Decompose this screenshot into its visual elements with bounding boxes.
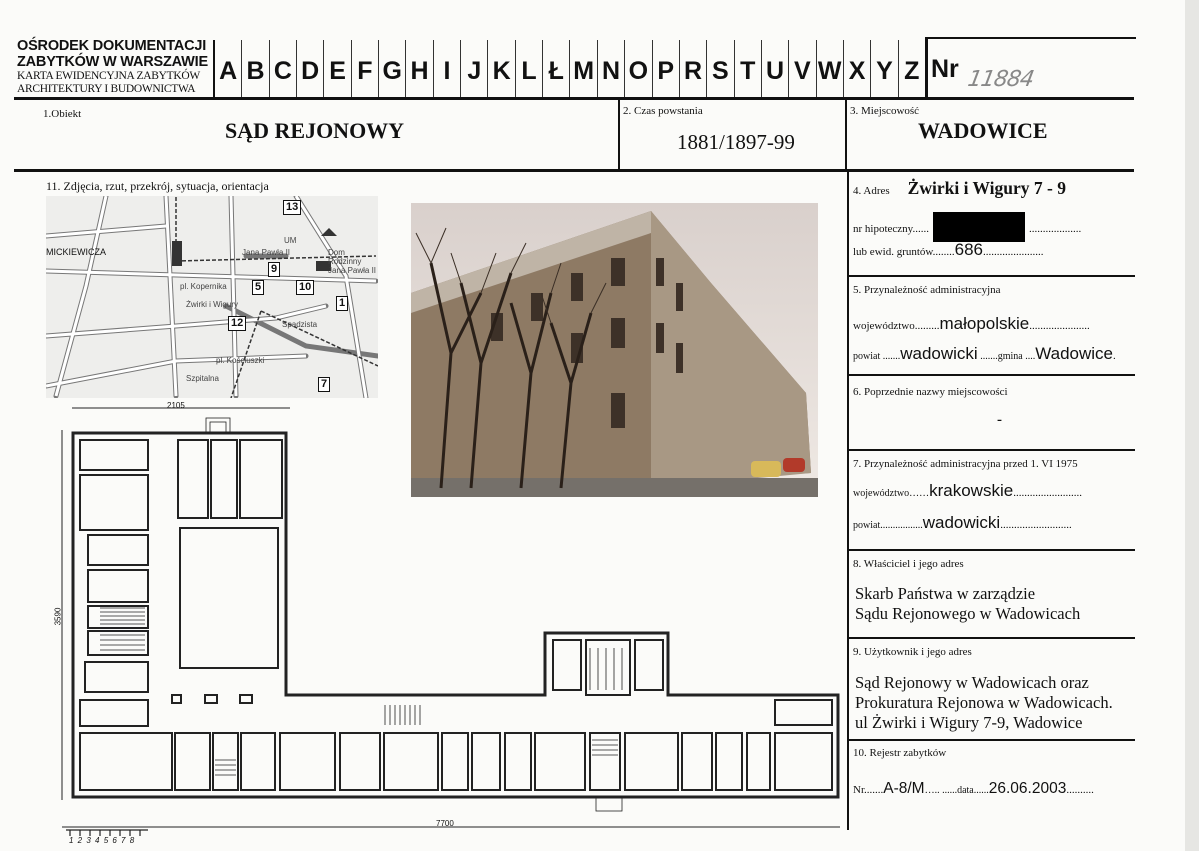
- adres-label: 4. Adres: [853, 185, 890, 197]
- map-street-label: Szpitalna: [186, 374, 219, 383]
- nr-box: [925, 37, 1136, 100]
- hipoteczny-row: [853, 212, 1081, 242]
- map-street-label: pl. Kościuszki: [216, 356, 265, 365]
- wojewodztwo-1975-trail: .........................: [1013, 487, 1082, 499]
- org-name-line1: OŚRODEK DOKUMENTACJI: [17, 38, 207, 54]
- poprzednie-label: 6. Poprzednie nazwy miejscowości: [853, 386, 1008, 398]
- index-letter: W: [816, 40, 843, 98]
- divider: [848, 739, 1135, 741]
- wlasciciel-label: 8. Właściciel i jego adres: [853, 558, 964, 570]
- index-letter: M: [569, 40, 596, 98]
- index-letter: V: [788, 40, 815, 98]
- map-street-label: Jana Pawła II: [242, 248, 291, 257]
- org-name-line2: ZABYTKÓW W WARSZAWIE: [17, 54, 208, 70]
- page-edge: [1185, 0, 1199, 851]
- divider: [848, 449, 1135, 451]
- miejscowosc-value: WADOWICE: [918, 118, 1048, 143]
- czas-label: 2. Czas powstania: [623, 105, 703, 117]
- index-letter: G: [378, 40, 405, 98]
- map-poi-label: Dom Rodzinny Jana Pawła II: [328, 248, 377, 275]
- wojewodztwo-row: [853, 314, 1090, 334]
- zdjecia-label: 11. Zdjęcia, rzut, przekrój, sytuacja, orientacja: [46, 179, 269, 193]
- rejestr-nr-value: A-8/M: [883, 780, 925, 797]
- divider: [848, 275, 1135, 277]
- obiekt-label: 1.Obiekt: [43, 108, 82, 120]
- index-letter: K: [487, 40, 514, 98]
- obiekt-value: SĄD REJONOWY: [225, 118, 405, 143]
- plan-width-dimension: 2105: [167, 401, 185, 410]
- index-letter: L: [515, 40, 542, 98]
- powiat-label: powiat .......: [853, 351, 901, 362]
- map-marker: 1: [336, 296, 348, 311]
- index-letter: J: [460, 40, 487, 98]
- map-street-label: UM: [284, 236, 297, 245]
- poprzednie-value: -: [997, 412, 1002, 428]
- redacted-block: [933, 212, 1025, 242]
- wojewodztwo-1975-label: województwo……: [853, 488, 930, 499]
- rejestr-data-trail: ..........: [1066, 784, 1094, 796]
- map-street-label: Żwirki i Wigury: [186, 300, 238, 309]
- index-letter: S: [706, 40, 733, 98]
- nr-handwritten-value: 11884: [965, 67, 1036, 92]
- powiat-1975-trail: ..........................: [1000, 519, 1072, 531]
- wojewodztwo-1975-value: krakowskie: [929, 481, 1014, 500]
- uzytkownik-line: Prokuratura Rejonowa w Wadowicach.: [855, 693, 1113, 712]
- map-marker: 9: [268, 262, 280, 277]
- map-marker: 7: [318, 377, 330, 392]
- przynaleznosc-1975-label: 7. Przynależność administracyjna przed 1. VI 1975: [853, 458, 1078, 470]
- miejscowosc-label: 3. Miejscowość: [850, 105, 920, 117]
- map-street-label: pl. Kopernika: [180, 282, 227, 291]
- gmina-value: Wadowice: [1035, 344, 1113, 363]
- wlasciciel-line: Sądu Rejonowego w Wadowicach: [855, 604, 1081, 623]
- index-letter: I: [433, 40, 460, 98]
- gmina-trail: .: [1113, 350, 1116, 362]
- index-letter: O: [624, 40, 651, 98]
- powiat-value: wadowicki: [900, 344, 978, 363]
- hipoteczny-trail: ...................: [1028, 223, 1082, 235]
- index-letter: R: [679, 40, 706, 98]
- przynaleznosc-label: 5. Przynależność administracyjna: [853, 284, 1001, 296]
- powiat-1975-row: [853, 513, 1072, 533]
- rejestr-label: 10. Rejestr zabytków: [853, 747, 947, 759]
- rejestr-data-value: 26.06.2003: [988, 780, 1067, 797]
- index-letter: X: [843, 40, 870, 98]
- plan-height-dimension: 3590: [53, 607, 63, 626]
- index-letter: T: [734, 40, 761, 98]
- grunt-row: [853, 240, 1044, 260]
- index-letter: U: [761, 40, 788, 98]
- hipoteczny-label: nr hipoteczny......: [853, 223, 929, 235]
- index-letter: Z: [898, 40, 925, 98]
- index-letter: B: [241, 40, 268, 98]
- map-marker: 5: [252, 280, 264, 295]
- index-letter: Ł: [542, 40, 569, 98]
- uzytkownik-line: ul Żwirki i Wigury 7-9, Wadowice: [855, 713, 1083, 732]
- wojewodztwo-value: małopolskie: [939, 314, 1030, 333]
- index-letter: P: [652, 40, 679, 98]
- index-letter: Y: [870, 40, 897, 98]
- rejestr-data-label: ….. ......data......: [924, 785, 989, 796]
- grunt-trail: ......................: [983, 246, 1044, 258]
- divider: [848, 374, 1135, 376]
- index-letter: D: [296, 40, 323, 98]
- uzytkownik-value: [855, 673, 1113, 733]
- gmina-label: .......gmina ....: [977, 351, 1036, 362]
- wlasciciel-line: Skarb Państwa w zarządzie: [855, 584, 1036, 603]
- wojewodztwo-1975-row: [853, 481, 1082, 501]
- form-title-line1: KARTA EWIDENCYJNA ZABYTKÓW: [17, 70, 200, 82]
- index-letter: F: [351, 40, 378, 98]
- map-marker: 13: [283, 200, 301, 215]
- grunt-value: 686: [954, 240, 984, 259]
- map-street-label: MICKIEWICZA: [46, 247, 106, 257]
- rejestr-nr-label: Nr.......: [853, 784, 884, 796]
- adres-row: [853, 178, 1066, 199]
- wojewodztwo-label: województwo.........: [853, 320, 940, 332]
- wlasciciel-value: [855, 584, 1080, 624]
- powiat-1975-value: wadowicki: [922, 513, 1001, 532]
- powiat-1975-label: powiat.................: [853, 520, 923, 531]
- czas-value: 1881/1897-99: [677, 130, 795, 154]
- uzytkownik-line: Sąd Rejonowy w Wadowicach oraz: [855, 673, 1089, 692]
- index-letter: E: [323, 40, 350, 98]
- rejestr-row: [853, 780, 1094, 798]
- index-letter: H: [405, 40, 432, 98]
- index-letter: N: [597, 40, 624, 98]
- divider: [848, 549, 1135, 551]
- form-title-line2: ARCHITEKTURY I BUDOWNICTWA: [17, 83, 196, 95]
- map-marker: 12: [228, 316, 246, 331]
- map-marker: 10: [296, 280, 314, 295]
- index-letter: C: [269, 40, 296, 98]
- grunt-label: lub ewid. gruntów........: [853, 246, 955, 258]
- index-letter: A: [213, 40, 241, 98]
- plan-scale-bar: 1 2 3 4 5 6 7 8: [69, 836, 136, 845]
- wojewodztwo-trail: ......................: [1029, 320, 1090, 332]
- nr-label: Nr: [931, 55, 959, 83]
- adres-value: Żwirki i Wigury 7 - 9: [907, 178, 1067, 198]
- uzytkownik-label: 9. Użytkownik i jego adres: [853, 646, 972, 658]
- divider: [848, 637, 1135, 639]
- plan-total-dimension: 7700: [436, 819, 454, 828]
- powiat-row: [853, 344, 1116, 364]
- map-street-label: Spadzista: [282, 320, 318, 329]
